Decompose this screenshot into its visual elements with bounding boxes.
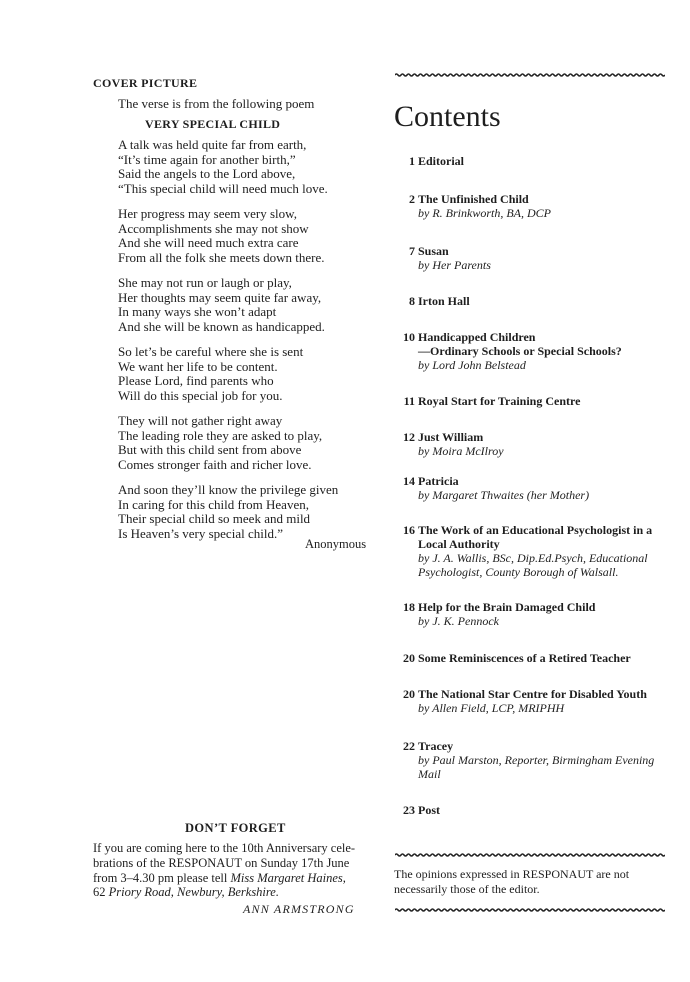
page-number: 18 bbox=[403, 600, 415, 614]
entry-title: Royal Start for Training Centre bbox=[418, 394, 581, 408]
poem-line: In many ways she won’t adapt bbox=[118, 304, 277, 319]
poem-line: From all the folk she meets down there. bbox=[118, 249, 325, 265]
entry-byline: by J. K. Pennock bbox=[418, 614, 499, 628]
contents-entry bbox=[395, 330, 670, 372]
contact-address: Priory Road, Newbury, Berkshire. bbox=[108, 885, 279, 900]
poem-stanza bbox=[118, 414, 378, 472]
poem-stanza bbox=[118, 207, 378, 265]
page-number: 12 bbox=[403, 430, 415, 444]
entry-title: Patricia bbox=[418, 474, 459, 488]
poem-line: Accomplishments she may not show bbox=[118, 220, 309, 236]
contents-entry bbox=[395, 651, 670, 665]
entry-title: Tracey bbox=[418, 739, 454, 753]
contents-entry bbox=[395, 523, 670, 579]
contents-entry bbox=[395, 244, 670, 272]
page-number: 14 bbox=[403, 474, 415, 488]
entry-byline: by Her Parents bbox=[418, 258, 491, 272]
entry-title-continued: —Ordinary Schools or Special Schools? bbox=[418, 344, 622, 358]
poem-line: Please Lord, find parents who bbox=[118, 373, 274, 388]
poem-line: They will not gather right away bbox=[118, 413, 283, 428]
poem-line: Said the angels to the Lord above, bbox=[118, 166, 296, 181]
poem-title: VERY SPECIAL CHILD bbox=[145, 117, 281, 131]
contents-entry bbox=[395, 600, 670, 628]
entry-byline-continued: Mail bbox=[418, 767, 441, 781]
address-number: 62 bbox=[93, 885, 109, 900]
page-number: 20 bbox=[403, 651, 415, 665]
poem-line: Her progress may seem very slow, bbox=[118, 206, 297, 221]
entry-title: Just William bbox=[418, 430, 484, 444]
decorative-rule-bottom bbox=[395, 908, 665, 912]
poem-line: Her thoughts may seem quite far away, bbox=[118, 289, 322, 305]
poem-line: In caring for this child from Heaven, bbox=[118, 496, 309, 512]
poem-line: Comes stronger faith and richer love. bbox=[118, 456, 312, 472]
entry-byline: by J. A. Wallis, BSc, Dip.Ed.Psych, Educational bbox=[418, 551, 648, 565]
decorative-rule-top bbox=[395, 73, 665, 77]
page-number: 2 bbox=[409, 192, 415, 206]
poem-line: Will do this special job for you. bbox=[118, 387, 283, 403]
decorative-rule-middle bbox=[395, 853, 665, 857]
notice-line bbox=[93, 871, 368, 886]
contents-entry bbox=[395, 192, 670, 220]
contents-title: Contents bbox=[394, 100, 501, 133]
entry-title: The Unfinished Child bbox=[418, 192, 529, 206]
entry-title: The National Star Centre for Disabled Youth bbox=[418, 687, 647, 701]
entry-byline: by R. Brinkworth, BA, DCP bbox=[418, 206, 551, 220]
entry-title: Irton Hall bbox=[418, 294, 470, 308]
disclaimer-line: The opinions expressed in RESPONAUT are not bbox=[394, 867, 630, 881]
poem bbox=[118, 138, 378, 552]
poem-line: So let’s be careful where she is sent bbox=[118, 344, 304, 359]
editor-disclaimer bbox=[394, 867, 666, 896]
poem-stanza bbox=[118, 276, 378, 334]
notice-signature: ANN ARMSTRONG bbox=[243, 902, 355, 916]
page-number: 20 bbox=[403, 687, 415, 701]
entry-byline-continued: Psychologist, County Borough of Walsall. bbox=[418, 565, 619, 579]
contents-entry bbox=[395, 474, 670, 502]
entry-byline: by Lord John Belstead bbox=[418, 358, 526, 372]
entry-byline: by Paul Marston, Reporter, Birmingham Evening bbox=[418, 753, 655, 767]
poem-line: Their special child so meek and mild bbox=[118, 511, 311, 526]
entry-title: Susan bbox=[418, 244, 449, 258]
notice-line: If you are coming here to the 10th Anniversary cele- bbox=[93, 841, 356, 855]
contents-entry bbox=[395, 687, 670, 715]
poem-line: We want her life to be content. bbox=[118, 358, 278, 374]
entry-title: The Work of an Educational Psychologist in a bbox=[418, 523, 653, 537]
entry-title: Editorial bbox=[418, 154, 465, 168]
entry-title: Post bbox=[418, 803, 440, 817]
cover-picture-heading: COVER PICTURE bbox=[93, 76, 198, 90]
dont-forget-notice bbox=[93, 841, 368, 900]
dont-forget-heading: DON’T FORGET bbox=[185, 821, 286, 835]
page-number: 22 bbox=[403, 739, 415, 753]
contents-entry bbox=[395, 154, 670, 168]
entry-byline: by Allen Field, LCP, MRIPHH bbox=[418, 701, 565, 715]
contents-entry bbox=[395, 739, 670, 781]
poem-line: She may not run or laugh or play, bbox=[118, 275, 292, 290]
contents-entry bbox=[395, 803, 670, 817]
notice-text: from 3–4.30 pm please tell bbox=[93, 870, 231, 885]
contact-name: Miss Margaret Haines, bbox=[230, 870, 346, 885]
page-number: 7 bbox=[409, 244, 415, 258]
page-number: 10 bbox=[403, 330, 415, 344]
poem-author: Anonymous bbox=[305, 537, 367, 551]
poem-line: Is Heaven’s very special child.” bbox=[118, 525, 283, 541]
page-number: 11 bbox=[403, 394, 415, 408]
contents-entry bbox=[395, 430, 670, 458]
poem-line: And she will need much extra care bbox=[118, 235, 299, 250]
page-number: 16 bbox=[403, 523, 415, 537]
poem-stanza bbox=[118, 345, 378, 403]
notice-line bbox=[93, 885, 368, 900]
poem-stanza bbox=[118, 483, 378, 541]
cover-intro-text: The verse is from the following poem bbox=[118, 96, 315, 111]
contents-entry bbox=[395, 394, 670, 408]
page-number: 1 bbox=[409, 154, 415, 168]
notice-line: brations of the RESPONAUT on Sunday 17th June bbox=[93, 855, 350, 870]
contents-entry bbox=[395, 294, 670, 308]
poem-line: The leading role they are asked to play, bbox=[118, 427, 323, 443]
entry-title: Some Reminiscences of a Retired Teacher bbox=[418, 651, 631, 665]
poem-line: A talk was held quite far from earth, bbox=[118, 137, 307, 152]
disclaimer-line: necessarily those of the editor. bbox=[394, 881, 540, 896]
entry-byline: by Margaret Thwaites (her Mother) bbox=[418, 488, 590, 502]
poem-stanza bbox=[118, 138, 378, 196]
poem-line: And she will be known as handicapped. bbox=[118, 318, 325, 334]
entry-title-continued: Local Authority bbox=[418, 537, 500, 551]
page-number: 23 bbox=[403, 803, 415, 817]
page-number: 8 bbox=[409, 294, 415, 308]
poem-line: And soon they’ll know the privilege given bbox=[118, 482, 339, 497]
entry-byline: by Moira McIlroy bbox=[418, 444, 504, 458]
poem-line: “This special child will need much love. bbox=[118, 180, 328, 196]
poem-line: “It’s time again for another birth,” bbox=[118, 151, 296, 167]
entry-title: Help for the Brain Damaged Child bbox=[418, 600, 596, 614]
entry-title: Handicapped Children bbox=[418, 330, 536, 344]
poem-line: But with this child sent from above bbox=[118, 442, 302, 457]
